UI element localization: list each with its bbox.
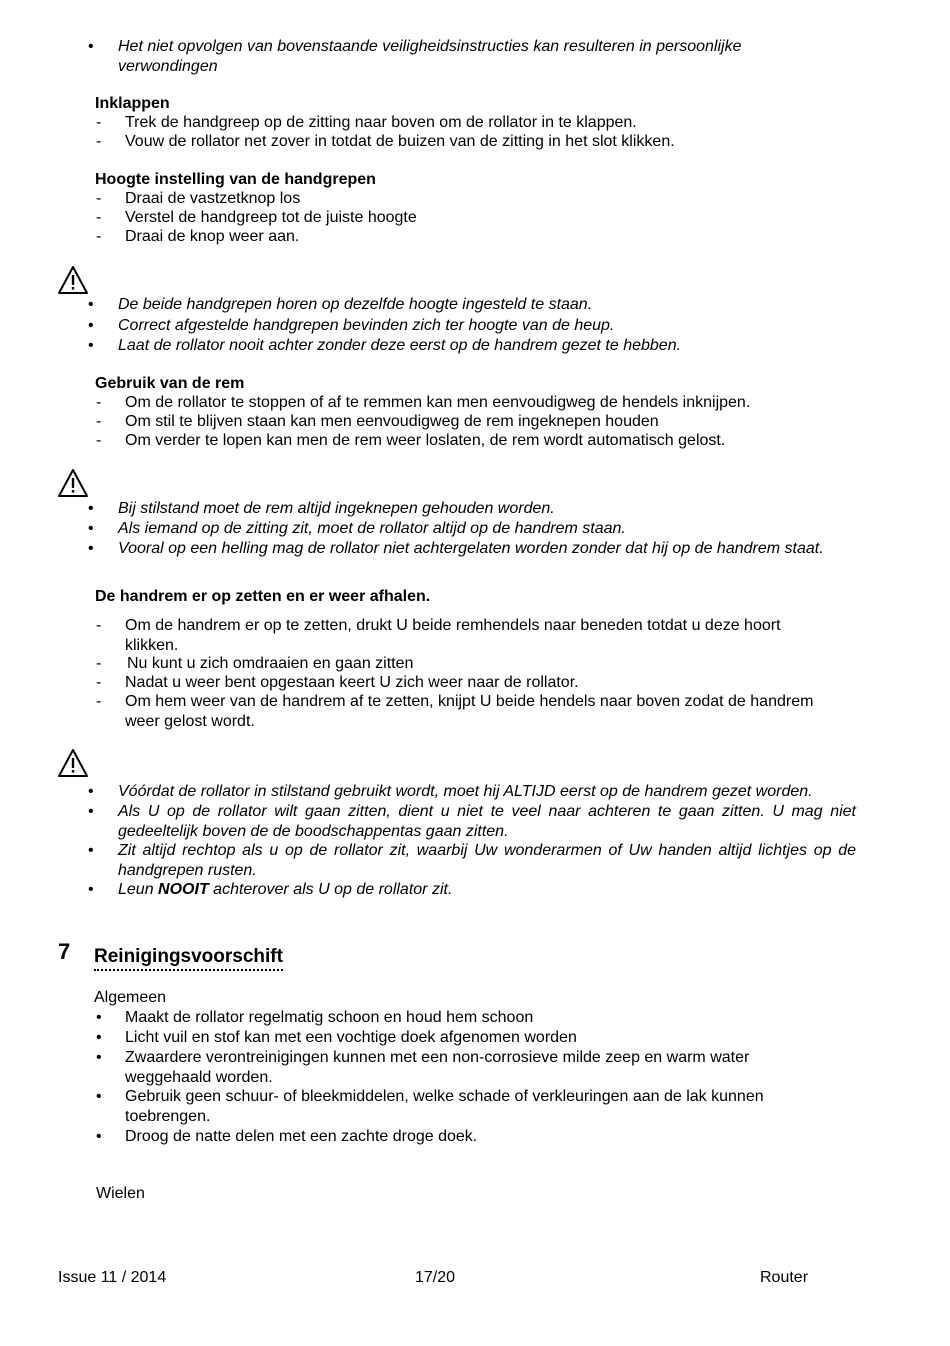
wheels-label: Wielen bbox=[96, 1185, 145, 1202]
section-title: Reinigingsvoorschift bbox=[94, 946, 283, 971]
footer-issue: Issue 11 / 2014 bbox=[58, 1269, 167, 1286]
warning-triangle-icon bbox=[57, 468, 89, 498]
brake-heading: Gebruik van de rem bbox=[95, 375, 245, 392]
section-number: 7 bbox=[58, 939, 71, 964]
general-label: Algemeen bbox=[94, 989, 167, 1006]
handbrake-heading: De handrem er op zetten en er weer afhalen. bbox=[95, 588, 431, 605]
warning-triangle-icon bbox=[57, 748, 89, 778]
footer-brand: Router bbox=[760, 1269, 809, 1286]
bullet-icon bbox=[88, 37, 94, 57]
emphasis-text: NOOIT bbox=[158, 881, 209, 898]
warning-triangle-icon bbox=[57, 265, 89, 295]
page-number: 17/20 bbox=[415, 1269, 456, 1286]
height-heading: Hoogte instelling van de handgrepen bbox=[95, 171, 376, 188]
folding-heading: Inklappen bbox=[95, 95, 170, 112]
